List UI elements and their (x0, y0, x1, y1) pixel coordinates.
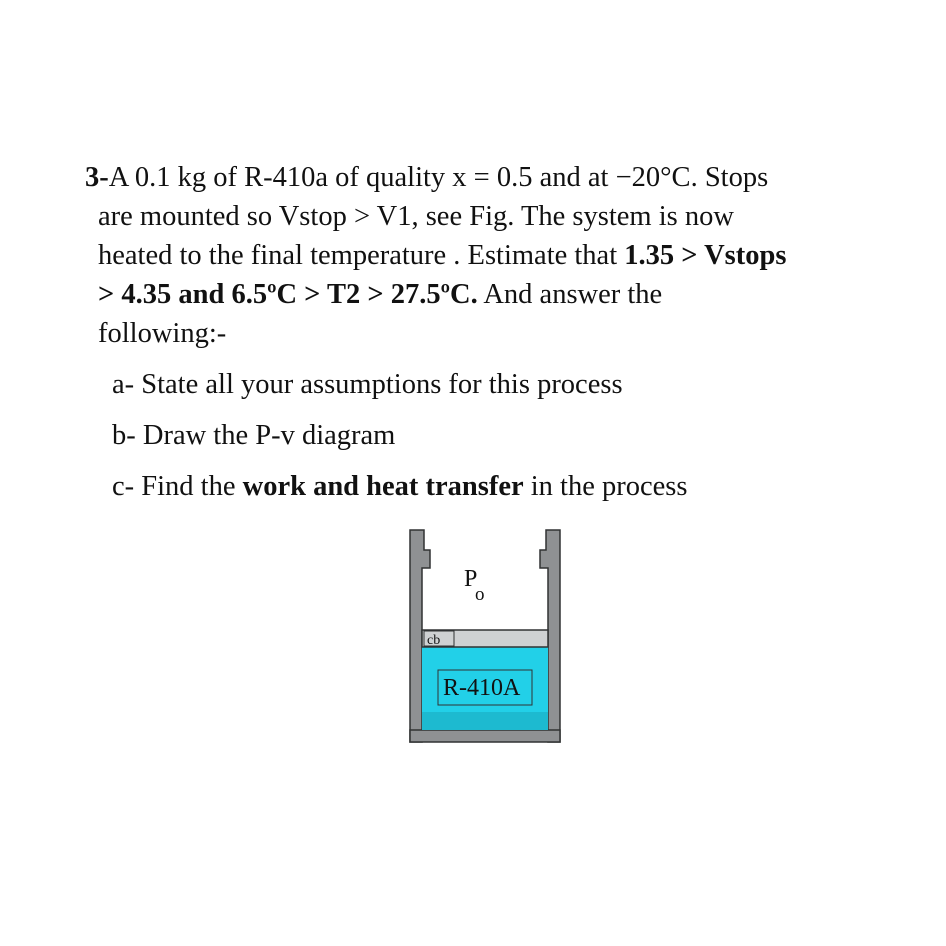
text: a- State all your assumptions for this process (112, 369, 623, 400)
problem-line-4 (98, 281, 662, 310)
cylinder-bottom (410, 730, 560, 742)
text: heated to the final temperature . Estimate that (98, 240, 625, 271)
problem-line-2 (98, 203, 734, 232)
bold-text: work and heat transfer (242, 471, 524, 502)
question-c (112, 473, 687, 502)
piston-label: cb (427, 633, 441, 648)
question-a (112, 371, 623, 400)
text: c- Find the (112, 471, 243, 502)
text: following:- (98, 318, 227, 349)
problem-number: 3- (85, 162, 109, 193)
text: in the process (523, 471, 688, 502)
bold-text: 1.35 > Vstops (624, 240, 787, 271)
pressure-label: P (464, 566, 478, 592)
text: are mounted so Vstop > V1, see Fig. The system is now (98, 201, 734, 232)
fluid-bottom-band (422, 712, 548, 730)
substance-label: R-410A (443, 675, 521, 701)
line-segments (112, 471, 687, 502)
piston-cylinder-figure (400, 520, 570, 750)
line-segments (112, 420, 395, 451)
line-segments (98, 318, 226, 349)
line-segments (98, 279, 662, 310)
line-segments (98, 240, 786, 271)
bold-text: > 4.35 and 6.5ºC > T2 > 27.5ºC. (98, 279, 478, 310)
pressure-subscript: o (475, 584, 485, 605)
line-segments (98, 201, 734, 232)
text: And answer the (477, 279, 663, 310)
text: b- Draw the P-v diagram (112, 420, 396, 451)
line-segments (109, 162, 768, 193)
problem-line-3 (98, 242, 786, 271)
question-b (112, 422, 395, 451)
line-segments (112, 369, 623, 400)
problem-line-1 (85, 164, 768, 193)
piston (422, 630, 548, 647)
text: A 0.1 kg of R-410a of quality x = 0.5 and at −20°C. Stops (108, 162, 769, 193)
problem-line-5 (98, 320, 226, 349)
